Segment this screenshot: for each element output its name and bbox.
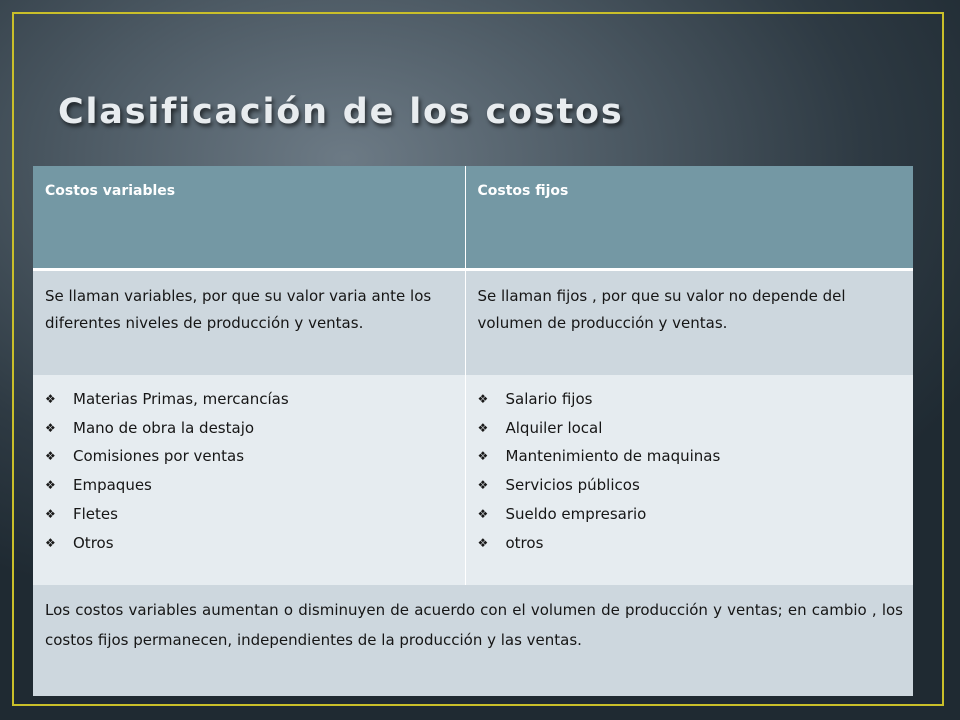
header-variable-costs: Costos variables <box>33 166 465 269</box>
list-item: ❖ Sueldo empresario <box>478 500 906 529</box>
fixed-costs-list <box>478 385 906 557</box>
diamond-bullet-icon: ❖ <box>477 392 489 406</box>
list-item: ❖ Empaques <box>45 471 457 500</box>
list-item: ❖ otros <box>478 529 906 558</box>
variable-costs-items-cell <box>33 375 465 585</box>
slide-title: Clasificación de los costos <box>58 92 624 132</box>
costs-table <box>33 166 913 696</box>
list-item: ❖ Mano de obra la destajo <box>45 414 457 443</box>
items-row <box>33 375 913 585</box>
list-item: ❖ Alquiler local <box>478 414 906 443</box>
diamond-bullet-icon: ❖ <box>477 506 489 521</box>
list-item: ❖ Mantenimiento de maquinas <box>478 442 906 471</box>
summary-row <box>33 585 913 696</box>
description-row <box>33 269 913 375</box>
diamond-bullet-icon: ❖ <box>45 535 56 550</box>
diamond-bullet-icon: ❖ <box>45 420 56 435</box>
header-fixed-costs: Costos fijos <box>465 166 913 269</box>
header-row <box>33 166 913 269</box>
list-item: ❖ Servicios públicos <box>478 471 906 500</box>
list-item: ❖ Materias Primas, mercancías <box>45 385 457 414</box>
diamond-bullet-icon: ❖ <box>477 420 489 435</box>
list-item: ❖ Salario fijos <box>478 385 906 414</box>
list-item: ❖ Fletes <box>45 500 457 529</box>
list-item: ❖ Otros <box>45 529 457 558</box>
diamond-bullet-icon: ❖ <box>45 392 56 406</box>
diamond-bullet-icon: ❖ <box>477 535 489 550</box>
summary-text: Los costos variables aumentan o disminuyen de acuerdo con el volumen de producción y ventas; en cambio , los costos fijos permanecen, independientes de la producción y las ventas. <box>33 585 913 696</box>
list-item: ❖ Comisiones por ventas <box>45 442 457 471</box>
diamond-bullet-icon: ❖ <box>45 506 56 521</box>
diamond-bullet-icon: ❖ <box>45 449 56 464</box>
diamond-bullet-icon: ❖ <box>477 449 489 464</box>
variable-costs-list <box>45 385 457 557</box>
diamond-bullet-icon: ❖ <box>45 478 56 493</box>
variable-costs-description: Se llaman variables, por que su valor varia ante los diferentes niveles de producción y ventas. <box>33 269 465 375</box>
fixed-costs-description: Se llaman fijos , por que su valor no depende del volumen de producción y ventas. <box>465 269 913 375</box>
diamond-bullet-icon: ❖ <box>477 478 489 493</box>
fixed-costs-items-cell <box>465 375 913 585</box>
